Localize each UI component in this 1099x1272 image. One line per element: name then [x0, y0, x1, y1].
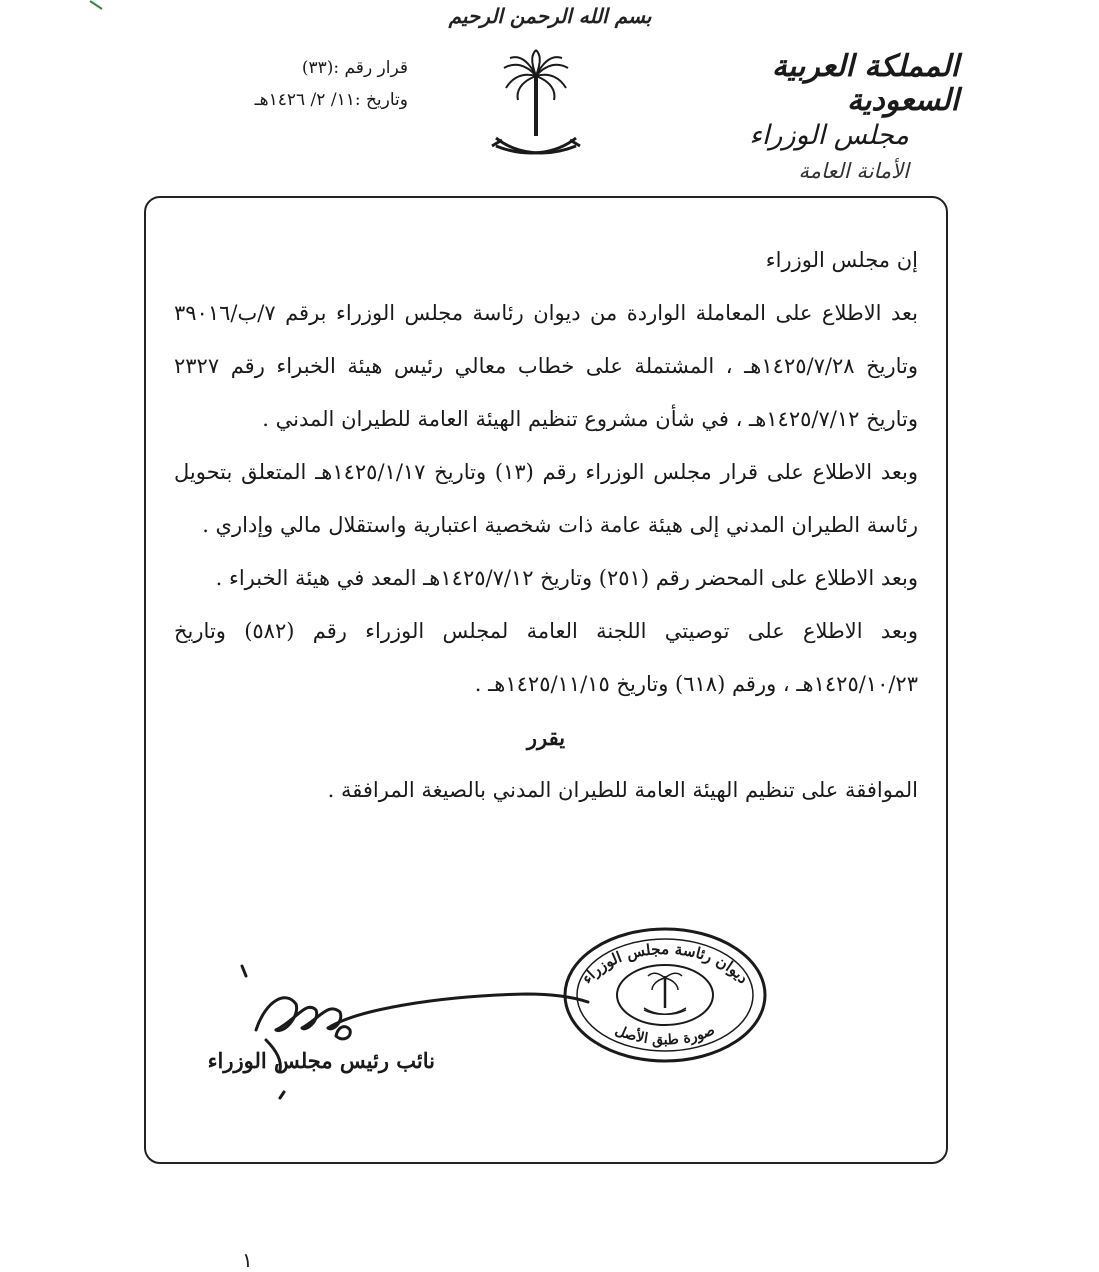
council-name: مجلس الوزراء	[749, 120, 909, 151]
secretariat-name: الأمانة العامة	[798, 159, 909, 183]
paragraph-4: وبعد الاطلاع على توصيتي اللجنة العامة لمجلس الوزراء رقم (٥٨٢) وتاريخ ١٤٢٥/١٠/٢٣هـ ، ورقم (٦١٨) وتاريخ ١٤٢٥/١١/١٥هـ .	[174, 619, 919, 696]
decides-heading: يقرر	[526, 725, 566, 750]
decision-number: قرار رقم :(٣٣)	[301, 58, 408, 78]
resolution: الموافقة على تنظيم الهيئة العامة للطيران المدني بالصيغة المرافقة .	[327, 778, 918, 802]
handwritten-signature	[236, 960, 596, 1100]
paragraph-3: وبعد الاطلاع على المحضر رقم (٢٥١) وتاريخ ١٤٢٥/٧/١٢هـ المعد في هيئة الخبراء .	[215, 566, 918, 590]
kingdom-name: المملكة العربية السعودية	[771, 49, 959, 118]
paragraph-2: وبعد الاطلاع على قرار مجلس الوزراء رقم (١٣) وتاريخ ١٤٢٥/١/١٧هـ المتعلق بتحويل رئاسة الطيران المدني إلى هيئة عامة ذات شخصية اعتبارية واستقلال مالي وإداري .	[174, 460, 918, 537]
signatory-title: نائب رئيس مجلس الوزراء	[207, 1048, 435, 1073]
decision-body	[174, 234, 918, 817]
decision-reference	[158, 52, 408, 116]
palm-swords-emblem-icon	[486, 46, 586, 170]
seal-text: ديوان رئاسة مجلس الوزراء	[577, 939, 753, 988]
svg-text:صورة طبق الأصل	[613, 1022, 718, 1048]
page-number: ١	[242, 1248, 253, 1272]
seal-subtext: صورة طبق الأصل	[612, 1022, 718, 1049]
basmala: بسم الله الرحمن الرحيم	[448, 4, 652, 28]
corner-mark	[88, 0, 118, 10]
paragraph-1: بعد الاطلاع على المعاملة الواردة من ديوان رئاسة مجلس الوزراء برقم ٧/ب/٣٩٠١٦ وتاريخ ١٤٢٥/٧/٢٨هـ ، المشتملة على خطاب معالي رئيس هيئة الخبراء رقم ٢٣٢٧ وتاريخ ١٤٢٥/٧/١٢هـ ، في شأن مشروع تنظيم الهيئة العامة للطيران المدني .	[174, 301, 918, 431]
decision-date: وتاريخ :١١/ ٢/ ١٤٢٦هـ	[254, 90, 408, 110]
opening-line: إن مجلس الوزراء	[765, 248, 918, 272]
letterhead	[659, 50, 959, 188]
official-seal	[560, 924, 770, 1066]
